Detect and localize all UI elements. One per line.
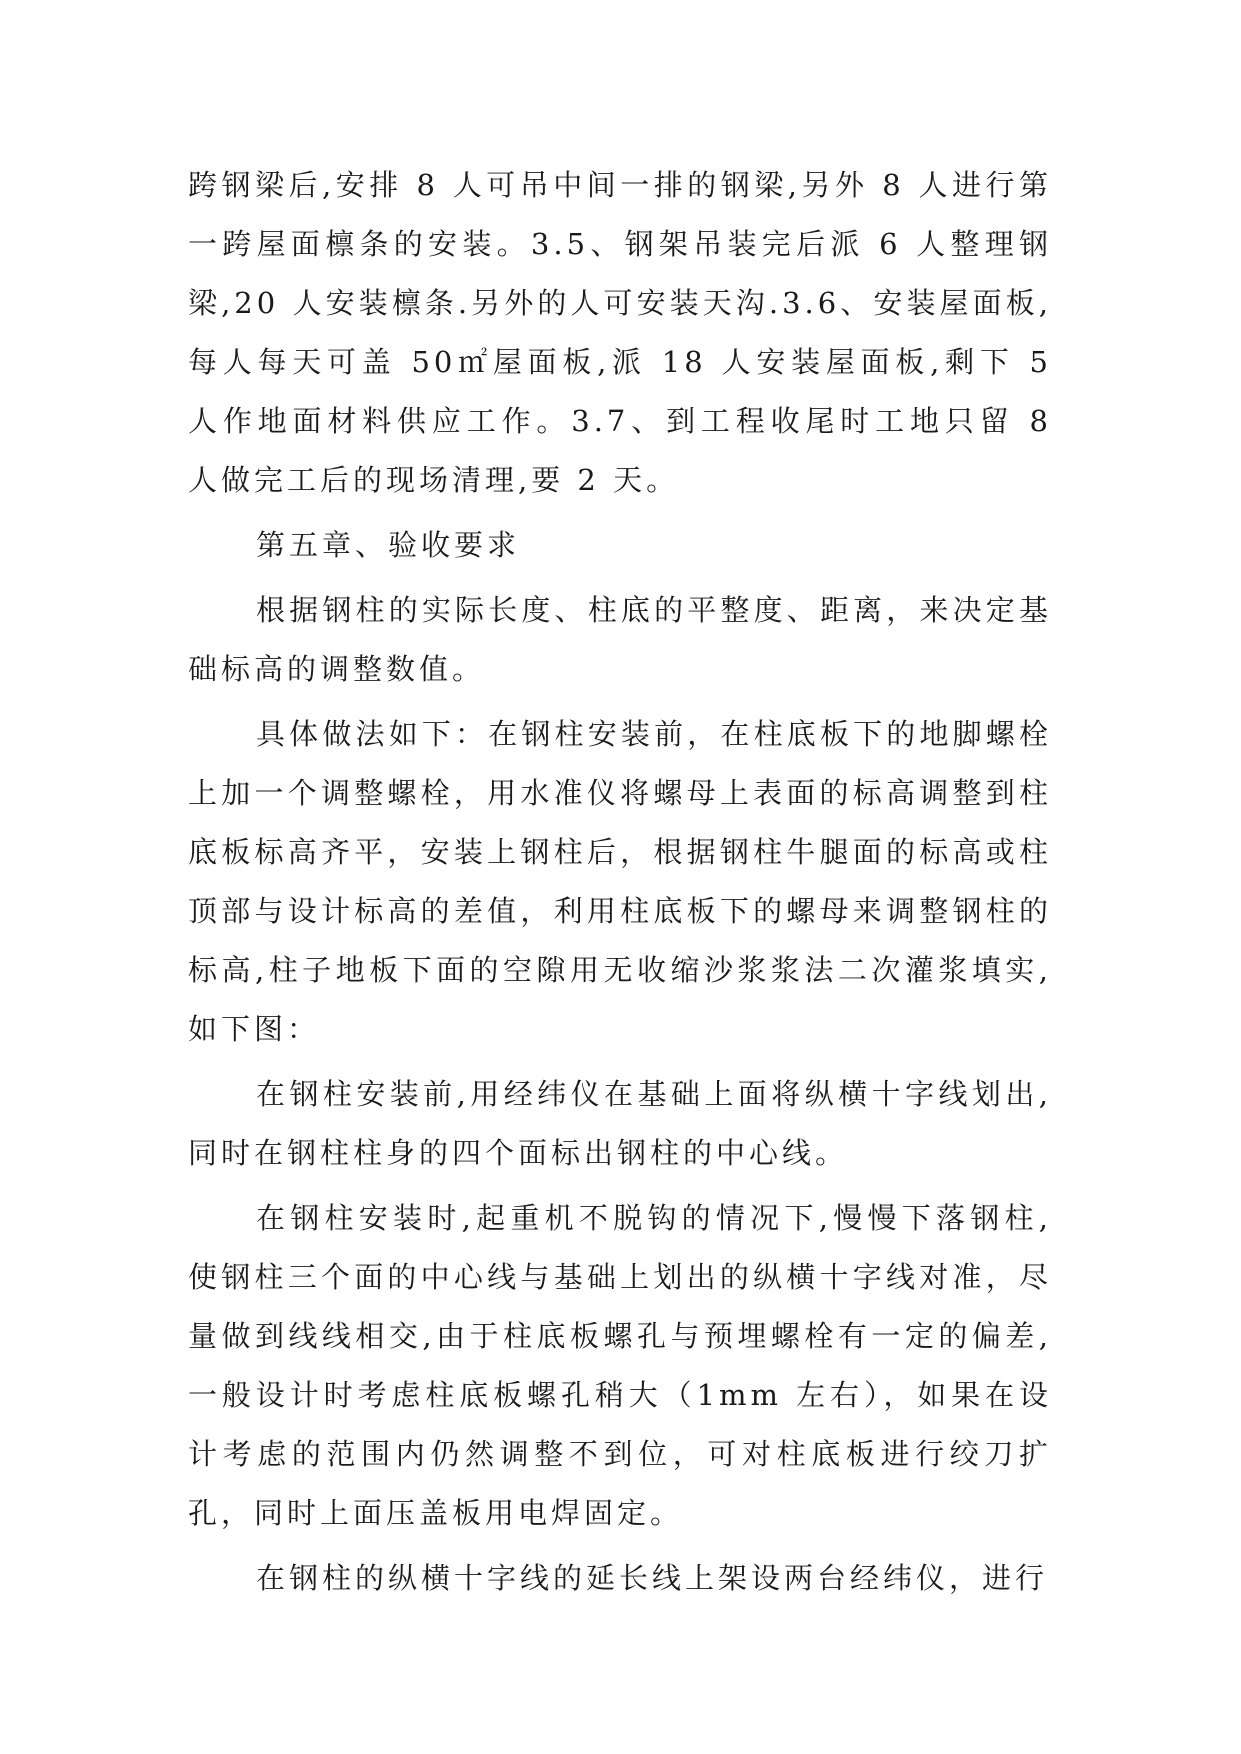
paragraph-elevation-adjustment: 根据钢柱的实际长度、柱底的平整度、距离，来决定基础标高的调整数值。 [188,593,1052,686]
paragraph-column-installation: 在钢柱安装时,起重机不脱钩的情况下,慢慢下落钢柱,使钢柱三个面的中心线与基础上划出的纵横十字线对准，尽量做到线线相交,由于柱底板螺孔与预埋螺栓有一定的偏差,一般设计时考虑柱底板螺孔稍大（1mm 左右），如果在设计考虑的范围内仍然调整不到位，可对柱底板进行绞刀扩孔，同时上面压盖板用电焊固定。 [188,1201,1052,1530]
paragraph-continuation: 跨钢梁后,安排 8 人可吊中间一排的钢梁,另外 8 人进行第一跨屋面檩条的安装。3.5、钢架吊装完后派 6 人整理钢梁,20 人安装檩条.另外的人可安装天沟.3.6、安装屋面板,每人每天可盖 50㎡屋面板,派 18 人安装屋面板,剩下 5 人作地面材料供应工作。3.7、到工程收尾时工地只留 8 人做完工后的现场清理,要 2 天。 [188,168,1066,497]
paragraph-theodolite: 在钢柱的纵横十字线的延长线上架设两台经纬仪，进行 [256,1561,1049,1595]
paragraph-method: 具体做法如下：在钢柱安装前，在柱底板下的地脚螺栓上加一个调整螺栓，用水准仪将螺母上表面的标高调整到柱底板标高齐平，安装上钢柱后，根据钢柱牛腿面的标高或柱顶部与设计标高的差值，利用柱底板下的螺母来调整钢柱的标高,柱子地板下面的空隙用无收缩沙浆浆法二次灌浆填实,如下图： [188,717,1052,1046]
document-body [188,156,1066,1614]
chapter-heading: 第五章、验收要求 [256,528,521,562]
paragraph-marking-lines: 在钢柱安装前,用经纬仪在基础上面将纵横十字线划出,同时在钢柱柱身的四个面标出钢柱的中心线。 [188,1077,1052,1170]
